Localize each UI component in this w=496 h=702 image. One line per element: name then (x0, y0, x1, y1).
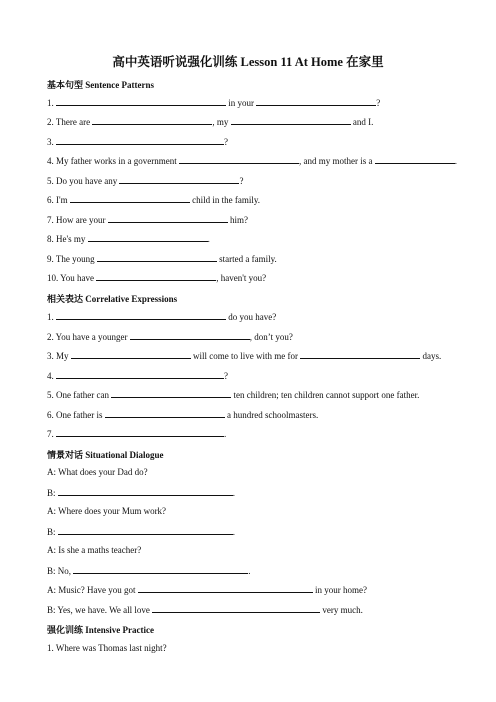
item-text: child in the family. (189, 195, 261, 205)
answer-blank[interactable] (152, 604, 320, 613)
pattern-item-6 (47, 194, 260, 206)
item-text: 7. (47, 429, 56, 439)
item-text: 4. My father works in a government (47, 156, 179, 166)
pattern-item-8 (47, 233, 210, 245)
item-text: 5. One father can (47, 390, 112, 400)
section-heading-correlative-expressions: 相关表达 Correlative Expressions (47, 294, 178, 304)
answer-blank[interactable] (56, 311, 226, 320)
pattern-item-1 (47, 97, 380, 109)
answer-blank[interactable] (70, 194, 190, 203)
dialogue-line-6 (47, 565, 251, 577)
item-text: ten children; ten children cannot support one father. (231, 390, 420, 400)
answer-blank[interactable] (56, 136, 224, 145)
item-text: , haven't you? (216, 273, 267, 283)
item-text: him? (227, 215, 248, 225)
correlative-item-7 (47, 428, 226, 440)
dialogue-line-3: A: Where does your Mum work? (47, 506, 167, 516)
answer-blank[interactable] (105, 409, 225, 418)
dialogue-line-2 (47, 487, 235, 499)
answer-blank[interactable] (179, 155, 299, 164)
answer-blank[interactable] (88, 233, 208, 242)
item-text: 1. (47, 312, 56, 322)
answer-blank[interactable] (119, 175, 239, 184)
item-text: in your home? (312, 585, 367, 595)
pattern-item-2 (47, 116, 373, 128)
answer-blank[interactable] (256, 97, 376, 106)
answer-blank[interactable] (97, 253, 217, 262)
item-text: ? (376, 98, 381, 108)
dialogue-line-7 (47, 584, 367, 596)
answer-blank[interactable] (56, 370, 224, 379)
pattern-item-9 (47, 253, 277, 265)
item-text: A: Music? Have you got (47, 585, 138, 595)
pattern-item-7 (47, 214, 248, 226)
practice-item-1: 1. Where was Thomas last night? (47, 643, 167, 653)
item-text: 3. (47, 137, 56, 147)
answer-blank[interactable] (56, 97, 226, 106)
answer-blank[interactable] (73, 565, 251, 576)
answer-blank[interactable] (111, 389, 231, 398)
answer-blank[interactable] (92, 116, 212, 125)
item-text: do you have? (226, 312, 277, 322)
item-text: . (224, 429, 227, 439)
item-text: 3. My (47, 351, 71, 361)
item-text: B: Yes, we have. We all love (47, 605, 153, 615)
item-text: , my (212, 117, 231, 127)
dialogue-line-4 (47, 526, 235, 538)
item-text: 5. Do you have any (47, 176, 120, 186)
answer-blank[interactable] (96, 272, 216, 281)
answer-blank[interactable] (300, 350, 420, 359)
correlative-item-3 (47, 350, 441, 362)
answer-blank[interactable] (71, 350, 191, 359)
answer-blank[interactable] (231, 116, 351, 125)
correlative-item-5 (47, 389, 419, 401)
item-text: 6. One father is (47, 410, 105, 420)
item-text: . (232, 527, 236, 537)
item-text: 8. He's my (47, 234, 88, 244)
item-text: ? (224, 137, 228, 147)
item-text: 2. There are (47, 117, 93, 127)
pattern-item-5 (47, 175, 243, 187)
item-text: ? (239, 176, 244, 186)
correlative-item-1 (47, 311, 276, 323)
dialogue-line-5: A: Is she a maths teacher? (47, 545, 142, 555)
item-text: 2. You have a younger (47, 332, 130, 342)
answer-blank[interactable] (56, 428, 227, 439)
answer-blank[interactable] (58, 526, 236, 537)
item-text: . (248, 566, 251, 576)
item-text: started a family. (216, 254, 277, 264)
item-text: 10. You have (47, 273, 97, 283)
correlative-item-4 (47, 370, 228, 382)
item-text: 9. The young (47, 254, 97, 264)
item-text: B: No, (47, 566, 74, 576)
answer-blank[interactable] (138, 584, 313, 593)
item-text: . (232, 488, 236, 498)
item-text: and I. (350, 117, 374, 127)
item-text: B: (47, 527, 58, 537)
pattern-item-3 (47, 136, 228, 148)
item-text: in your (226, 98, 257, 108)
item-text: will come to live with me for (190, 351, 301, 361)
item-text: . (454, 156, 457, 166)
section-heading-intensive-practice: 强化训练 Intensive Practice (47, 625, 154, 635)
section-heading-sentence-patterns: 基本句型 Sentence Patterns (47, 80, 154, 90)
page-title: 高中英语听说强化训练 Lesson 11 At Home 在家里 (112, 55, 384, 69)
answer-blank[interactable] (58, 487, 236, 498)
item-text: days. (420, 351, 442, 361)
correlative-item-2 (47, 331, 293, 343)
dialogue-line-8 (47, 604, 363, 616)
item-text: 4. (47, 371, 56, 381)
pattern-item-4 (47, 155, 457, 167)
section-heading-situational-dialogue: 情景对话 Situational Dialogue (47, 450, 164, 460)
answer-blank[interactable] (130, 331, 250, 340)
item-text: B: (47, 488, 58, 498)
item-text: very much. (320, 605, 363, 615)
item-text: , don’t you? (249, 332, 293, 342)
item-text: , and my mother is a (298, 156, 375, 166)
pattern-item-10 (47, 272, 266, 284)
item-text: . (207, 234, 210, 244)
item-text: 7. How are your (47, 215, 108, 225)
answer-blank[interactable] (108, 214, 228, 223)
correlative-item-6 (47, 409, 318, 421)
dialogue-line-1: A: What does your Dad do? (47, 467, 148, 477)
item-text: a hundred schoolmasters. (224, 410, 319, 420)
answer-blank[interactable] (375, 155, 455, 164)
item-text: ? (224, 371, 228, 381)
item-text: 1. (47, 98, 56, 108)
item-text: 6. I'm (47, 195, 70, 205)
